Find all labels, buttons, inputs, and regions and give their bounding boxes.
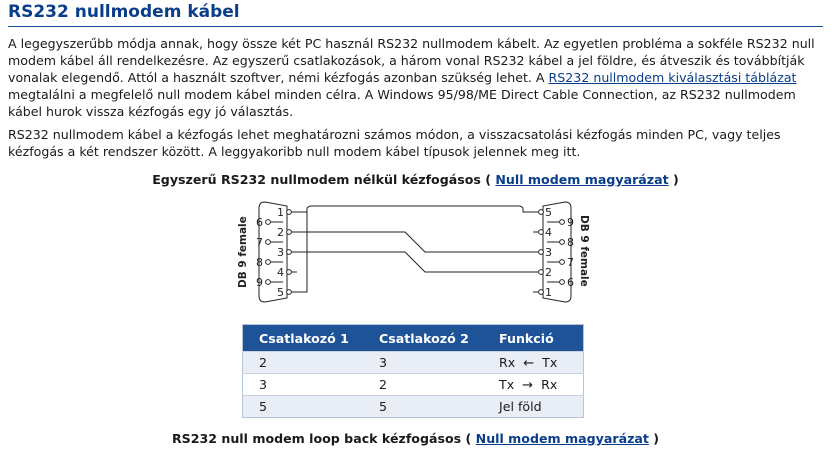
- header-connector-2: Csatlakozó 2: [363, 325, 483, 352]
- table-row: [243, 352, 584, 374]
- row2-connector-2: 2: [363, 374, 483, 396]
- table-row: [243, 396, 584, 418]
- left-pin-4: 4: [277, 266, 284, 279]
- left-pin-8: 8: [256, 256, 263, 269]
- left-pin-6: 6: [256, 216, 263, 229]
- left-pin-1: 1: [277, 206, 284, 219]
- left-pin-7: 7: [256, 236, 263, 249]
- simple-nullmodem-caption: [0, 171, 831, 188]
- table-row: [243, 374, 584, 396]
- left-connector-label: DB 9 female: [237, 216, 249, 288]
- left-arrow-icon: ←: [523, 355, 535, 371]
- row3-function: Jel föld: [483, 396, 584, 418]
- right-pin-1: 1: [545, 286, 552, 299]
- right-connector-label: DB 9 female: [578, 215, 590, 287]
- row3-connector-1: 5: [243, 396, 364, 418]
- right-pin-6: 6: [567, 276, 574, 289]
- wire-ground: [291, 206, 538, 292]
- intro-text-2: megtalálni a megfelelő null modem kábel minden célra. A Windows 95/98/ME Direct Cable Connection, az RS232 nullmodem kábel hurok vissza kézfogás egy jó választás.: [8, 87, 796, 119]
- right-pin-3: 3: [545, 246, 552, 259]
- right-pin-2: 2: [545, 266, 552, 279]
- caption2-text: RS232 null modem loop back kézfogásos (: [171, 431, 476, 446]
- left-pin-9: 9: [256, 276, 263, 289]
- row2-connector-1: 3: [243, 374, 364, 396]
- row1-connector-2: 3: [363, 352, 483, 374]
- right-pin-8: 8: [567, 236, 574, 249]
- row3-connector-2: 5: [363, 396, 483, 418]
- right-pin-7: 7: [567, 256, 574, 269]
- caption1-text: Egyszerű RS232 nullmodem nélkül kézfogásos (: [152, 172, 496, 187]
- caption1-close: ): [668, 172, 679, 187]
- loopback-caption: [0, 430, 831, 447]
- pinout-table: [242, 324, 584, 418]
- row1-connector-1: 2: [243, 352, 364, 374]
- page-title: RS232 nullmodem kábel: [8, 2, 240, 22]
- handshake-paragraph: RS232 nullmodem kábel a kézfogás lehet meghatározni számos módon, a visszacsatolási kézfogás minden PC, vagy teljes kézfogás a két rendszer között. A leggyakoribb null modem kábel típusok jelennek meg itt.: [8, 127, 781, 159]
- wiring-diagram: [225, 192, 605, 310]
- nullmodem-explanation-link-2[interactable]: Null modem magyarázat: [475, 431, 649, 446]
- selection-table-link[interactable]: RS232 nullmodem kiválasztási táblázat: [548, 70, 797, 85]
- intro-paragraph: [8, 35, 820, 120]
- nullmodem-explanation-link-1[interactable]: Null modem magyarázat: [495, 172, 669, 187]
- left-pin-2: 2: [277, 226, 284, 239]
- header-function: Funkció: [483, 325, 584, 352]
- intro-text-1: A legegyszerűbb módja annak, hogy össze két PC használ RS232 nullmodem kábelt. Az egyetlen probléma a sokféle RS232 null modem kábel áll rendelkezésre. Az egyszerű csatlakozások, a három vonal RS232 kábel a jel földre, és átveszik és továbbítják vonalak elegendő. Attól a használt szoftver, némi kézfogás azonban szükség lehet. A: [8, 36, 815, 85]
- right-arrow-icon: →: [522, 377, 534, 393]
- right-pin-9: 9: [567, 216, 574, 229]
- row2-function: Tx → Rx: [483, 374, 584, 396]
- right-pin-4: 4: [545, 226, 552, 239]
- table-header-row: [243, 325, 584, 352]
- header-connector-1: Csatlakozó 1: [243, 325, 364, 352]
- row1-function: Rx ← Tx: [483, 352, 584, 374]
- right-pin-5: 5: [545, 206, 552, 219]
- wire-rx-tx: [292, 232, 538, 252]
- wire-tx-rx: [292, 252, 538, 272]
- caption2-close: ): [648, 431, 660, 446]
- left-pin-3: 3: [277, 246, 284, 259]
- left-pin-5: 5: [277, 286, 284, 299]
- title-underline: [8, 26, 823, 27]
